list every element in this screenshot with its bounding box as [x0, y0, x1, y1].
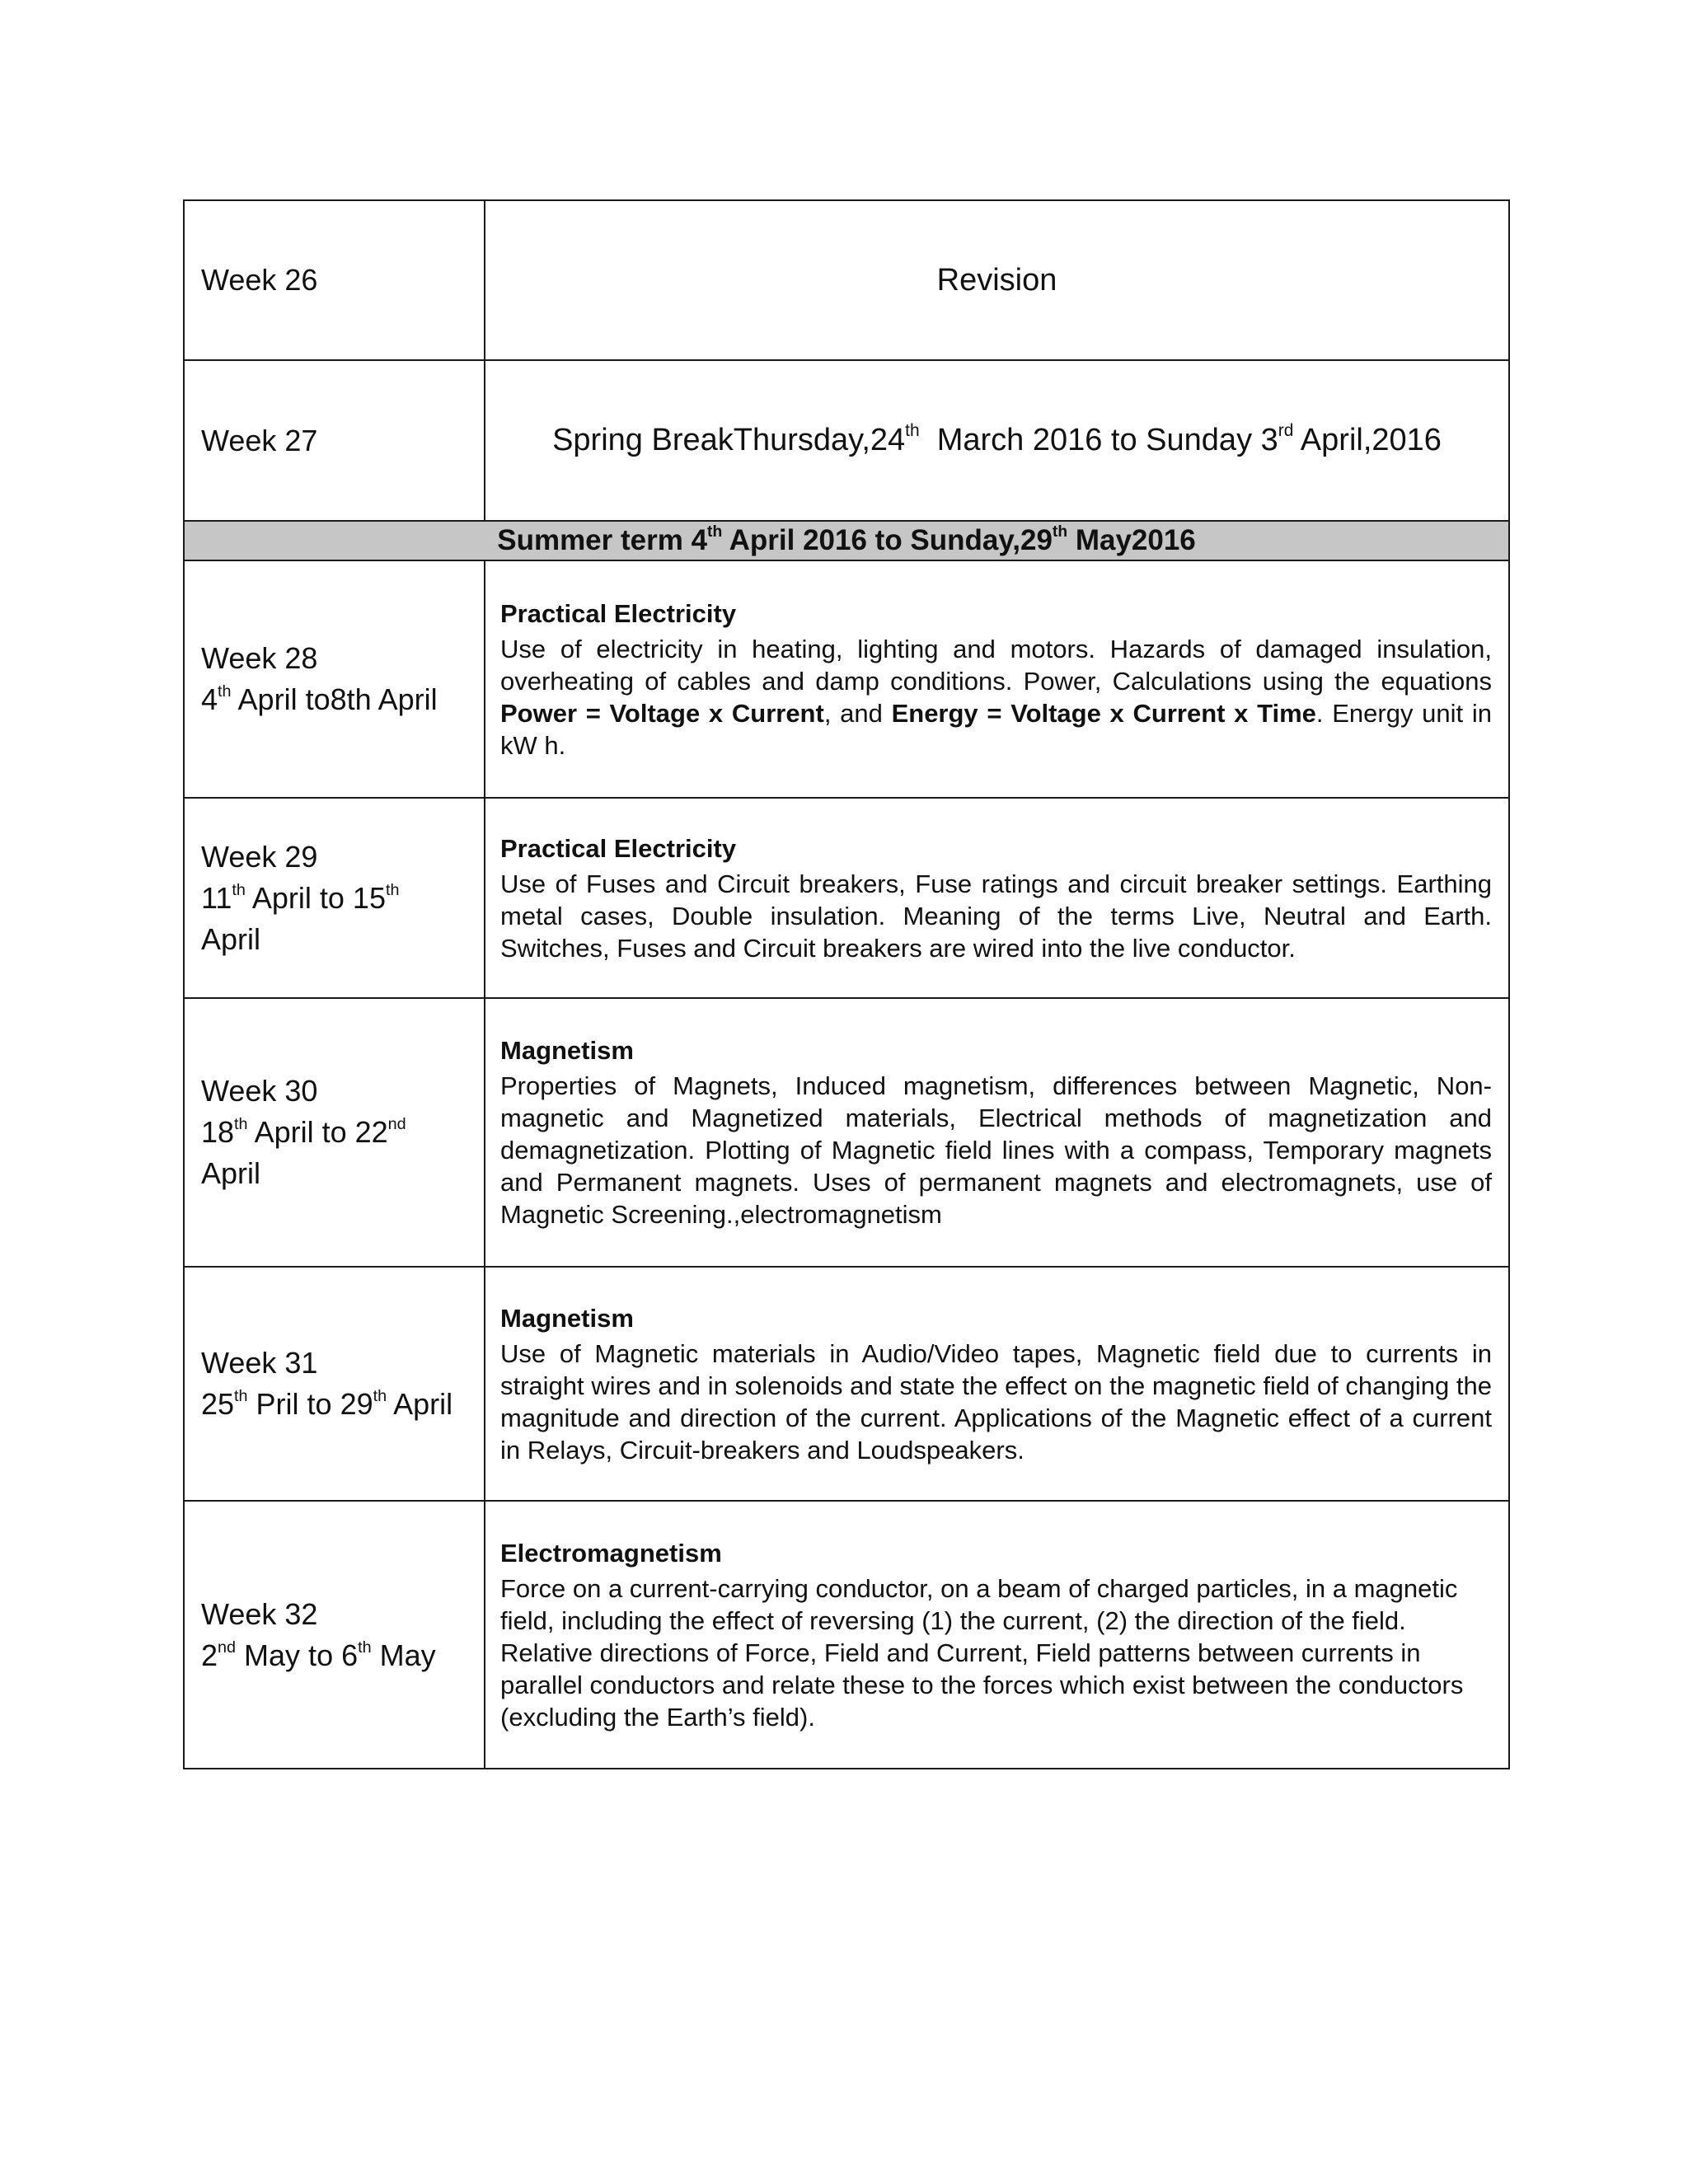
- topic-title: Magnetism: [500, 1303, 634, 1333]
- spring-break-text: Spring BreakThursday,24th March 2016 to Sunday 3rd April,2016: [552, 421, 1442, 457]
- table-row: [184, 1501, 1509, 1769]
- topic-description: Properties of Magnets, Induced magnetism, differences between Magnetic, Non-magnetic and Magnetized materials, Electrical methods of magnetization and demagnetization. Plotting of Magnetic field lines with a compass, Temporary magnets and Permanent magnets. Uses of permanent magnets and electromagnets, use of Magnetic Screening.,electromagnetism: [500, 1071, 1492, 1229]
- week-label: Week 30: [201, 1074, 318, 1108]
- week-dates: 2nd May to 6th May: [201, 1638, 436, 1672]
- week-label-cell: [184, 998, 485, 1267]
- topic-title: Magnetism: [500, 1036, 634, 1065]
- topic-title: Practical Electricity: [500, 833, 737, 863]
- week-label: Week 28: [201, 641, 318, 675]
- content-cell: [485, 360, 1509, 521]
- content-cell: [485, 200, 1509, 360]
- week-label-cell: [184, 1501, 485, 1769]
- revision-text: Revision: [936, 262, 1057, 298]
- week-label-cell: [184, 798, 485, 998]
- term-band: [184, 521, 1509, 560]
- topic-cell: [485, 798, 1509, 998]
- topic-title: Practical Electricity: [500, 598, 737, 628]
- topic-description: Force on a current-carrying conductor, on a beam of charged particles, in a magnetic field, including the effect of reversing (1) the current, (2) the direction of the field. Relative directions of Force, Field and Current, Field patterns between currents in parallel conductors and relate these to the forces which exist between the conductors (excluding the Earth’s field).: [500, 1573, 1464, 1732]
- week-dates-month: April: [201, 921, 261, 956]
- week-label-cell: [184, 1267, 485, 1501]
- topic-cell: [485, 1267, 1509, 1501]
- schedule-table: [183, 199, 1510, 1769]
- table-row: [184, 1267, 1509, 1501]
- topic-title: Electromagnetism: [500, 1538, 722, 1568]
- topic-description: Use of Magnetic materials in Audio/Video tapes, Magnetic field due to currents in straight wires and in solenoids and state the effect on the magnetic field of changing the magnitude and direction of the current. Applications of the Magnetic effect of a current in Relays, Circuit-breakers and Loudspeakers.: [500, 1338, 1492, 1465]
- term-band-row: [184, 521, 1509, 560]
- week-dates: 25th Pril to 29th April: [201, 1387, 453, 1421]
- topic-cell: [485, 1501, 1509, 1769]
- topic-description: Use of Fuses and Circuit breakers, Fuse ratings and circuit breaker settings. Earthing metal cases, Double insulation. Meaning of the terms Live, Neutral and Earth. Switches, Fuses and Circuit breakers are wired into the live conductor.: [500, 869, 1492, 963]
- week-label: Week 29: [201, 839, 318, 874]
- table-row: [184, 798, 1509, 998]
- week-dates: 18th April to 22nd: [201, 1115, 406, 1149]
- topic-description: Use of electricity in heating, lighting and motors. Hazards of damaged insulation, overheating of cables and damp conditions. Power, Calculations using the equations Power = Voltage x Current, and Energy = Voltage x Current x Time. Energy unit in kW h.: [500, 634, 1492, 760]
- table-row: [184, 360, 1509, 521]
- week-label-cell: [184, 200, 485, 360]
- topic-cell: [485, 560, 1509, 798]
- week-label: Week 27: [201, 423, 318, 457]
- table-row: [184, 200, 1509, 360]
- week-dates: 11th April to 15th: [201, 880, 400, 915]
- week-label-cell: [184, 560, 485, 798]
- week-label: Week 31: [201, 1346, 318, 1380]
- table-row: [184, 998, 1509, 1267]
- week-label: Week 32: [201, 1596, 318, 1631]
- week-label-cell: [184, 360, 485, 521]
- summer-term-text: Summer term 4th April 2016 to Sunday,29th May2016: [497, 523, 1196, 556]
- week-dates: 4th April to8th April: [201, 682, 438, 716]
- topic-cell: [485, 998, 1509, 1267]
- week-label: Week 26: [201, 263, 318, 297]
- table-row: [184, 560, 1509, 798]
- week-dates-month: April: [201, 1156, 261, 1190]
